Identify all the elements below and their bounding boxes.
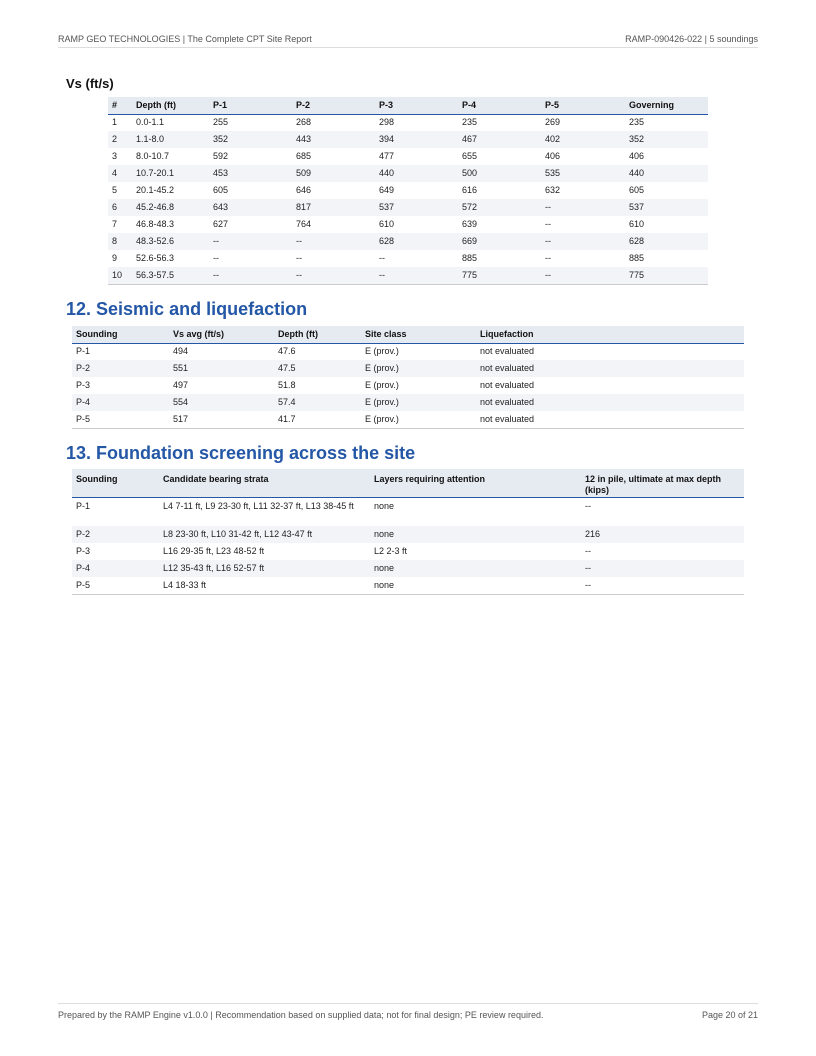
table-cell: 467 — [458, 131, 541, 148]
table-cell: P-5 — [72, 577, 159, 594]
column-header: Sounding — [72, 469, 159, 497]
table-cell: 537 — [625, 199, 708, 216]
table-cell: -- — [545, 253, 551, 263]
table-cell: 440 — [625, 165, 708, 182]
table-cell: -- — [209, 267, 292, 284]
table-cell: P-5 — [72, 411, 169, 428]
table-cell: P-1 — [76, 500, 91, 511]
table-row — [108, 233, 708, 250]
table-cell: 3 — [112, 151, 118, 161]
table-row — [108, 165, 708, 182]
table-cell: 616 — [462, 185, 478, 195]
table-cell: 628 — [375, 233, 458, 250]
table-cell: not evaluated — [476, 411, 744, 428]
table-cell: none — [374, 500, 395, 511]
table-row — [72, 411, 744, 428]
vs-section-title: Vs (ft/s) — [66, 76, 114, 91]
table-row — [72, 560, 744, 577]
table-cell: 885 — [462, 253, 478, 263]
table-cell: 628 — [625, 233, 708, 250]
table-cell: L8 23-30 ft, L10 31-42 ft, L12 43-47 ft — [159, 526, 370, 543]
table-cell: 775 — [458, 267, 541, 284]
table-row — [72, 577, 744, 594]
table-cell: 494 — [173, 346, 189, 357]
table-cell: 352 — [209, 131, 292, 148]
table-cell: 639 — [462, 219, 478, 229]
table-cell: 517 — [169, 411, 274, 428]
table-cell: 554 — [169, 394, 274, 411]
table-cell: 605 — [629, 185, 645, 195]
header-divider — [58, 47, 758, 48]
header-report-title: RAMP GEO TECHNOLOGIES | The Complete CPT Site Report — [58, 34, 312, 44]
table-row — [72, 377, 744, 394]
foundation-table-header-row — [72, 469, 744, 497]
table-cell: not evaluated — [476, 360, 744, 377]
table-cell: P-4 — [72, 394, 169, 411]
table-cell: -- — [292, 233, 375, 250]
page-footer — [58, 1010, 758, 1024]
table-cell: 497 — [173, 380, 189, 390]
seismic-section-title: 12. Seismic and liquefaction — [66, 299, 308, 319]
table-cell: P-3 — [76, 380, 91, 390]
table-row — [72, 497, 744, 526]
table-row — [72, 343, 744, 360]
table-cell: -- — [541, 199, 625, 216]
table-cell: -- — [375, 267, 458, 284]
table-cell: 9 — [112, 253, 118, 263]
table-cell: 41.7 — [274, 411, 361, 428]
column-header: P-2 — [292, 97, 375, 114]
column-header: Liquefaction — [476, 326, 744, 343]
table-cell: 764 — [296, 219, 312, 229]
column-header: Layers requiring attention — [370, 469, 581, 497]
table-cell: -- — [545, 219, 551, 229]
column-header: Candidate bearing strata — [159, 469, 370, 497]
table-cell: 402 — [541, 131, 625, 148]
table-cell: 10 — [108, 267, 132, 284]
table-cell: E (prov.) — [361, 411, 476, 428]
table-row — [72, 526, 744, 543]
table-cell: 685 — [296, 151, 312, 161]
table-cell: 885 — [629, 253, 645, 263]
table-cell: -- — [541, 233, 625, 250]
table-cell: 605 — [213, 185, 229, 195]
column-header: P-1 — [209, 97, 292, 114]
table-cell: 643 — [209, 199, 292, 216]
table-cell: -- — [585, 546, 591, 556]
table-cell: 255 — [213, 117, 229, 128]
column-header: P-4 — [458, 97, 541, 114]
table-cell: 551 — [169, 360, 274, 377]
table-cell: 235 — [462, 117, 478, 128]
table-cell: 268 — [296, 117, 312, 128]
vs-table-header-row — [108, 97, 708, 114]
table-cell: 394 — [375, 131, 458, 148]
table-cell: 57.4 — [274, 394, 361, 411]
table-cell: L16 29-35 ft, L23 48-52 ft — [163, 546, 265, 556]
vs-table-body — [108, 114, 708, 284]
table-cell: 477 — [379, 151, 395, 161]
page-header — [58, 34, 758, 48]
table-cell: 8.0-10.7 — [136, 151, 170, 161]
table-cell: 235 — [629, 117, 645, 128]
table-cell: P-2 — [72, 526, 159, 543]
table-cell: 6 — [108, 199, 132, 216]
table-cell: 352 — [625, 131, 708, 148]
table-row — [108, 216, 708, 233]
table-cell: 406 — [545, 151, 561, 161]
table-cell: 47.5 — [274, 360, 361, 377]
table-cell: -- — [581, 577, 744, 594]
table-cell: not evaluated — [480, 380, 535, 390]
page-number: Page 20 of 21 — [701, 1010, 758, 1020]
table-cell: 269 — [545, 117, 561, 128]
table-cell: 610 — [379, 219, 395, 229]
table-cell: -- — [581, 560, 744, 577]
table-cell: 646 — [296, 185, 312, 195]
column-header: P-3 — [375, 97, 458, 114]
table-cell: 406 — [629, 151, 645, 161]
table-cell: 537 — [375, 199, 458, 216]
table-cell: 592 — [213, 151, 229, 161]
header-report-id: RAMP-090426-022 | 5 soundings — [625, 34, 758, 44]
table-cell: 572 — [458, 199, 541, 216]
table-row — [108, 148, 708, 165]
table-cell: 627 — [213, 219, 229, 229]
table-cell: 47.6 — [278, 346, 296, 357]
table-cell: 500 — [458, 165, 541, 182]
table-cell: none — [370, 526, 581, 543]
table-cell: -- — [585, 500, 591, 511]
table-row — [72, 360, 744, 377]
table-cell: not evaluated — [480, 346, 535, 357]
table-cell: 52.6-56.3 — [136, 253, 175, 263]
table-cell: L4 18-33 ft — [159, 577, 370, 594]
table-cell: -- — [209, 233, 292, 250]
table-cell: P-2 — [72, 360, 169, 377]
table-cell: 8 — [108, 233, 132, 250]
seismic-table-body — [72, 343, 744, 428]
table-row — [108, 267, 708, 284]
table-cell: 51.8 — [278, 380, 296, 390]
column-header: Governing — [625, 97, 708, 114]
table-cell: P-1 — [76, 346, 91, 357]
table-cell: 20.1-45.2 — [136, 185, 175, 195]
footer-disclaimer: Prepared by the RAMP Engine v1.0.0 | Recommendation based on supplied data; not for final design; PE review required. — [58, 1010, 544, 1020]
column-header: P-5 — [541, 97, 625, 114]
table-cell: 46.8-48.3 — [136, 219, 175, 229]
table-cell: 649 — [379, 185, 395, 195]
table-cell: 2 — [108, 131, 132, 148]
table-cell: L2 2-3 ft — [374, 546, 408, 556]
table-cell: 216 — [581, 526, 744, 543]
table-cell: P-3 — [76, 546, 91, 556]
column-header: Site class — [361, 326, 476, 343]
column-header: # — [108, 97, 132, 114]
table-row — [72, 394, 744, 411]
table-cell: E (prov.) — [361, 360, 476, 377]
table-cell: L4 7-11 ft, L9 23-30 ft, L11 32-37 ft, L13 38-45 ft — [163, 500, 354, 511]
table-cell: 4 — [108, 165, 132, 182]
table-cell: 610 — [629, 219, 645, 229]
table-cell: -- — [292, 267, 375, 284]
table-cell: 453 — [209, 165, 292, 182]
table-cell: 655 — [462, 151, 478, 161]
table-cell: 775 — [625, 267, 708, 284]
table-cell: E (prov.) — [365, 346, 399, 357]
table-cell: 56.3-57.5 — [132, 267, 209, 284]
table-cell: 298 — [379, 117, 395, 128]
table-row — [108, 250, 708, 267]
table-cell: 0.0-1.1 — [136, 117, 165, 128]
table-cell: E (prov.) — [361, 394, 476, 411]
table-cell: 48.3-52.6 — [132, 233, 209, 250]
table-cell: 45.2-46.8 — [132, 199, 209, 216]
column-header: Depth (ft) — [274, 326, 361, 343]
vs-table — [108, 97, 708, 285]
table-row — [108, 182, 708, 199]
table-cell: 632 — [545, 185, 561, 195]
table-cell: 440 — [375, 165, 458, 182]
table-cell: -- — [296, 253, 302, 263]
table-cell: -- — [213, 253, 219, 263]
foundation-section-title: 13. Foundation screening across the site — [66, 443, 416, 463]
column-header: Depth (ft) — [132, 97, 209, 114]
table-cell: 509 — [292, 165, 375, 182]
table-cell: E (prov.) — [365, 380, 399, 390]
column-header: Vs avg (ft/s) — [169, 326, 274, 343]
seismic-table-header-row — [72, 326, 744, 343]
table-cell: not evaluated — [476, 394, 744, 411]
footer-divider — [58, 1003, 758, 1004]
foundation-table-body — [72, 497, 744, 594]
seismic-table — [72, 326, 744, 429]
column-header: 12 in pile, ultimate at max depth (kips) — [581, 469, 744, 497]
table-cell: 1 — [112, 117, 118, 128]
table-cell: 1.1-8.0 — [132, 131, 209, 148]
foundation-table — [72, 469, 744, 595]
table-cell: L12 35-43 ft, L16 52-57 ft — [159, 560, 370, 577]
table-cell: 443 — [292, 131, 375, 148]
table-cell: 7 — [112, 219, 118, 229]
table-cell: none — [370, 560, 581, 577]
table-row — [108, 199, 708, 216]
table-row — [72, 543, 744, 560]
column-header: Sounding — [72, 326, 169, 343]
table-cell: -- — [541, 267, 625, 284]
table-row — [108, 131, 708, 148]
table-cell: P-4 — [72, 560, 159, 577]
table-cell: 10.7-20.1 — [132, 165, 209, 182]
table-cell: 669 — [458, 233, 541, 250]
table-cell: 535 — [541, 165, 625, 182]
table-row — [108, 114, 708, 131]
table-cell: 817 — [292, 199, 375, 216]
table-cell: none — [370, 577, 581, 594]
table-cell: -- — [379, 253, 385, 263]
table-cell: 5 — [112, 185, 118, 195]
